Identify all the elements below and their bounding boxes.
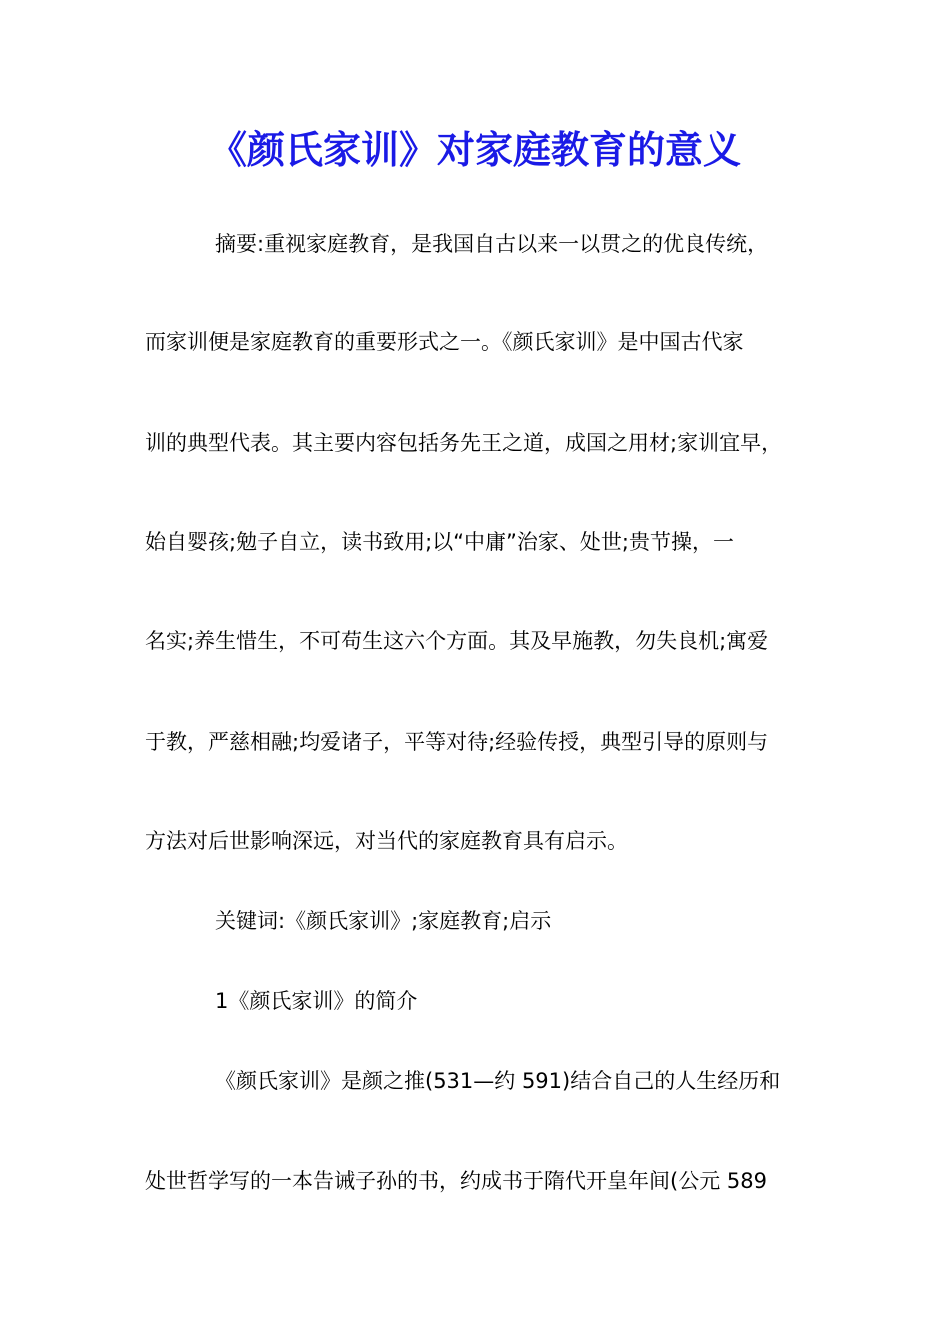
abstract-line-3: 训的典型代表。其主要内容包括务先王之道，成国之用材;家训宜早，	[145, 431, 783, 455]
abstract-line-6: 于教，严慈相融;均爱诸子，平等对待;经验传授，典型引导的原则与	[145, 730, 769, 754]
abstract-line-7: 方法对后世影响深远，对当代的家庭教育具有启示。	[145, 829, 628, 853]
document-title: 《颜氏家训》对家庭教育的意义	[208, 127, 741, 172]
abstract-line-5: 名实;养生惜生，不可苟生这六个方面。其及早施教，勿失良机;寓爱	[145, 629, 769, 653]
section-heading: 1《颜氏家训》的简介	[215, 989, 418, 1013]
abstract-line-2: 而家训便是家庭教育的重要形式之一。《颜氏家训》是中国古代家	[145, 330, 744, 354]
abstract-line-4: 始自婴孩;勉子自立，读书致用;以“中庸”治家、处世;贵节操，一	[145, 530, 734, 554]
keywords-line: 关键词:《颜氏家训》;家庭教育;启示	[215, 909, 552, 933]
body-line-1: 《颜氏家训》是颜之推(531—约 591)结合自己的人生经历和	[215, 1069, 781, 1093]
body-line-2: 处世哲学写的一本告诫子孙的书，约成书于隋代开皇年间(公元 589	[145, 1169, 767, 1193]
abstract-line-1: 摘要:重视家庭教育，是我国自古以来一以贯之的优良传统，	[215, 232, 769, 256]
